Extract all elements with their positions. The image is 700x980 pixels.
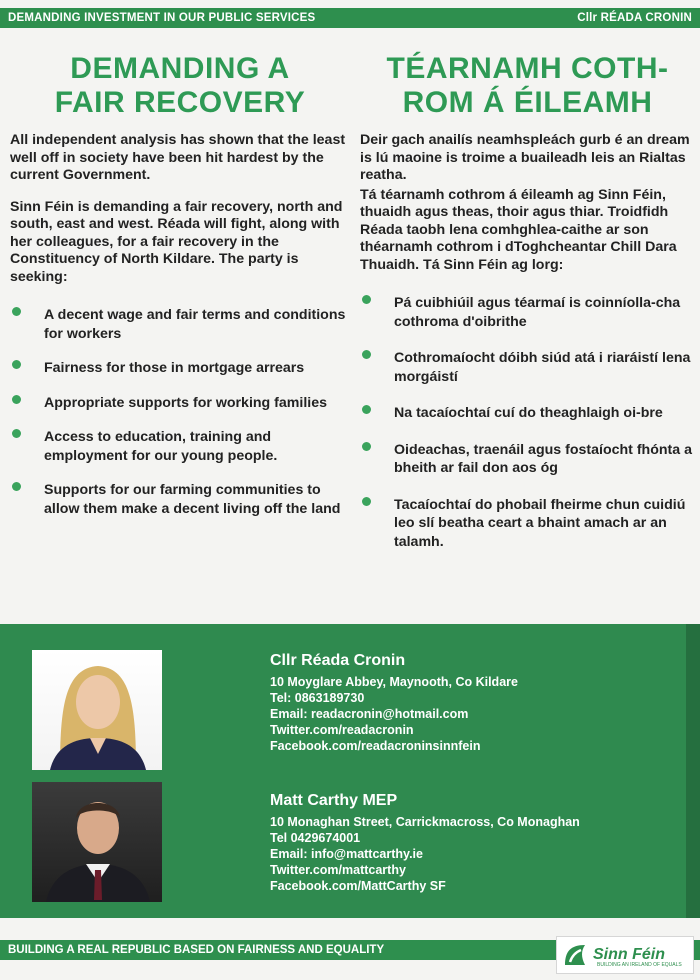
bullet-dot-icon xyxy=(362,405,371,414)
english-column xyxy=(10,52,350,518)
list-item: Access to education, training and employment for our young people. xyxy=(10,428,350,465)
bullet-dot-icon xyxy=(12,482,21,491)
list-item: Appropriate supports for working families xyxy=(10,394,350,413)
contact-tel: Tel: 0863189730 xyxy=(270,691,365,705)
bullet-dot-icon xyxy=(12,429,21,438)
contact-name: Cllr Réada Cronin xyxy=(270,652,406,669)
list-item: Oideachas, traenáil agus fostaíocht fhónta a bheith ar fail don aos óg xyxy=(360,441,695,478)
top-banner-left: DEMANDING INVESTMENT IN OUR PUBLIC SERVICES xyxy=(8,12,316,24)
logo-text: Sinn Féin xyxy=(593,946,665,963)
contact-email[interactable]: Email: readacronin@hotmail.com xyxy=(270,707,469,721)
bullet-dot-icon xyxy=(12,395,21,404)
contact-name: Matt Carthy MEP xyxy=(270,792,398,809)
contact-matt xyxy=(270,792,580,894)
english-bullet-list xyxy=(10,306,350,518)
sf-emblem-icon xyxy=(561,941,589,969)
contact-address: 10 Monaghan Street, Carrickmacross, Co Monaghan xyxy=(270,815,580,829)
sinn-fein-logo xyxy=(556,936,694,974)
footer-text: BUILDING A REAL REPUBLIC BASED ON FAIRNESS AND EQUALITY xyxy=(8,944,385,956)
contact-twitter[interactable]: Twitter.com/readacronin xyxy=(270,723,414,737)
top-banner xyxy=(0,8,700,28)
contact-twitter[interactable]: Twitter.com/mattcarthy xyxy=(270,863,406,877)
english-para1: All independent analysis has shown that the least well off in society have been hit hardest by the current Government. xyxy=(10,132,346,183)
english-para2: Sinn Féin is demanding a fair recovery, north and south, east and west. Réada will fight, along with her colleagues, for a fair recovery in the Constituency of North Kildare. The party is seeking: xyxy=(10,198,343,285)
bullet-dot-icon xyxy=(12,360,21,369)
contact-email[interactable]: Email: info@mattcarthy.ie xyxy=(270,847,423,861)
list-item: Pá cuibhiúil agus téarmaí is coinníolla-cha cothroma d'oibrithe xyxy=(360,294,695,331)
bullet-dot-icon xyxy=(362,442,371,451)
list-item: Cothromaíocht dóibh siúd atá i riaráistí lena morgáistí xyxy=(360,349,695,386)
bullet-dot-icon xyxy=(362,497,371,506)
bullet-dot-icon xyxy=(362,350,371,359)
english-heading-line1: DEMANDING A xyxy=(70,52,290,85)
english-heading xyxy=(10,52,350,120)
contact-reada xyxy=(270,652,518,754)
contact-address: 10 Moyglare Abbey, Maynooth, Co Kildare xyxy=(270,675,518,689)
irish-heading-line1: TÉARNAMH COTH- xyxy=(386,52,669,85)
list-item: Na tacaíochtaí cuí do theaghlaigh oi-bre xyxy=(360,404,695,423)
english-heading-line2: FAIR RECOVERY xyxy=(54,86,306,119)
list-item: A decent wage and fair terms and conditions for workers xyxy=(10,306,350,343)
irish-heading-line2: ROM Á ÉILEAMH xyxy=(402,86,653,119)
logo-tagline: BUILDING AN IRELAND OF EQUALS xyxy=(597,962,682,968)
bullet-dot-icon xyxy=(362,295,371,304)
matt-carthy-photo xyxy=(32,782,162,902)
contact-facebook[interactable]: Facebook.com/MattCarthy SF xyxy=(270,879,446,893)
top-banner-right: Cllr RÉADA CRONIN xyxy=(577,12,692,24)
reada-cronin-photo xyxy=(32,650,162,770)
bullet-dot-icon xyxy=(12,307,21,316)
list-item: Tacaíochtaí do phobail fheirme chun cuidiú leo slí beatha ceart a bhaint amach ar an talamh. xyxy=(360,496,695,552)
irish-column xyxy=(360,52,695,551)
irish-para2: Tá téarnamh cothrom á éileamh ag Sinn Féin, thuaidh agus theas, thoir agus thiar. Troidfidh Réada taobh lena comhghlea-caithe ar son théarnamh cothrom i dToghcheantar Chill Dara Thuaidh. Tá Sinn Féin ag lorg: xyxy=(360,186,677,273)
irish-heading xyxy=(360,52,695,120)
contact-tel: Tel 0429674001 xyxy=(270,831,361,845)
irish-para1: Deir gach anailís neamhspleách gurb é an dream is lú maoine is troime a buaileadh leis an Rialtas reatha. xyxy=(360,132,690,183)
irish-bullet-list xyxy=(360,294,695,551)
contact-facebook[interactable]: Facebook.com/readacroninsinnfein xyxy=(270,739,481,753)
contact-panel xyxy=(0,624,700,918)
list-item: Fairness for those in mortgage arrears xyxy=(10,359,350,378)
list-item: Supports for our farming communities to allow them make a decent living off the land xyxy=(10,481,350,518)
